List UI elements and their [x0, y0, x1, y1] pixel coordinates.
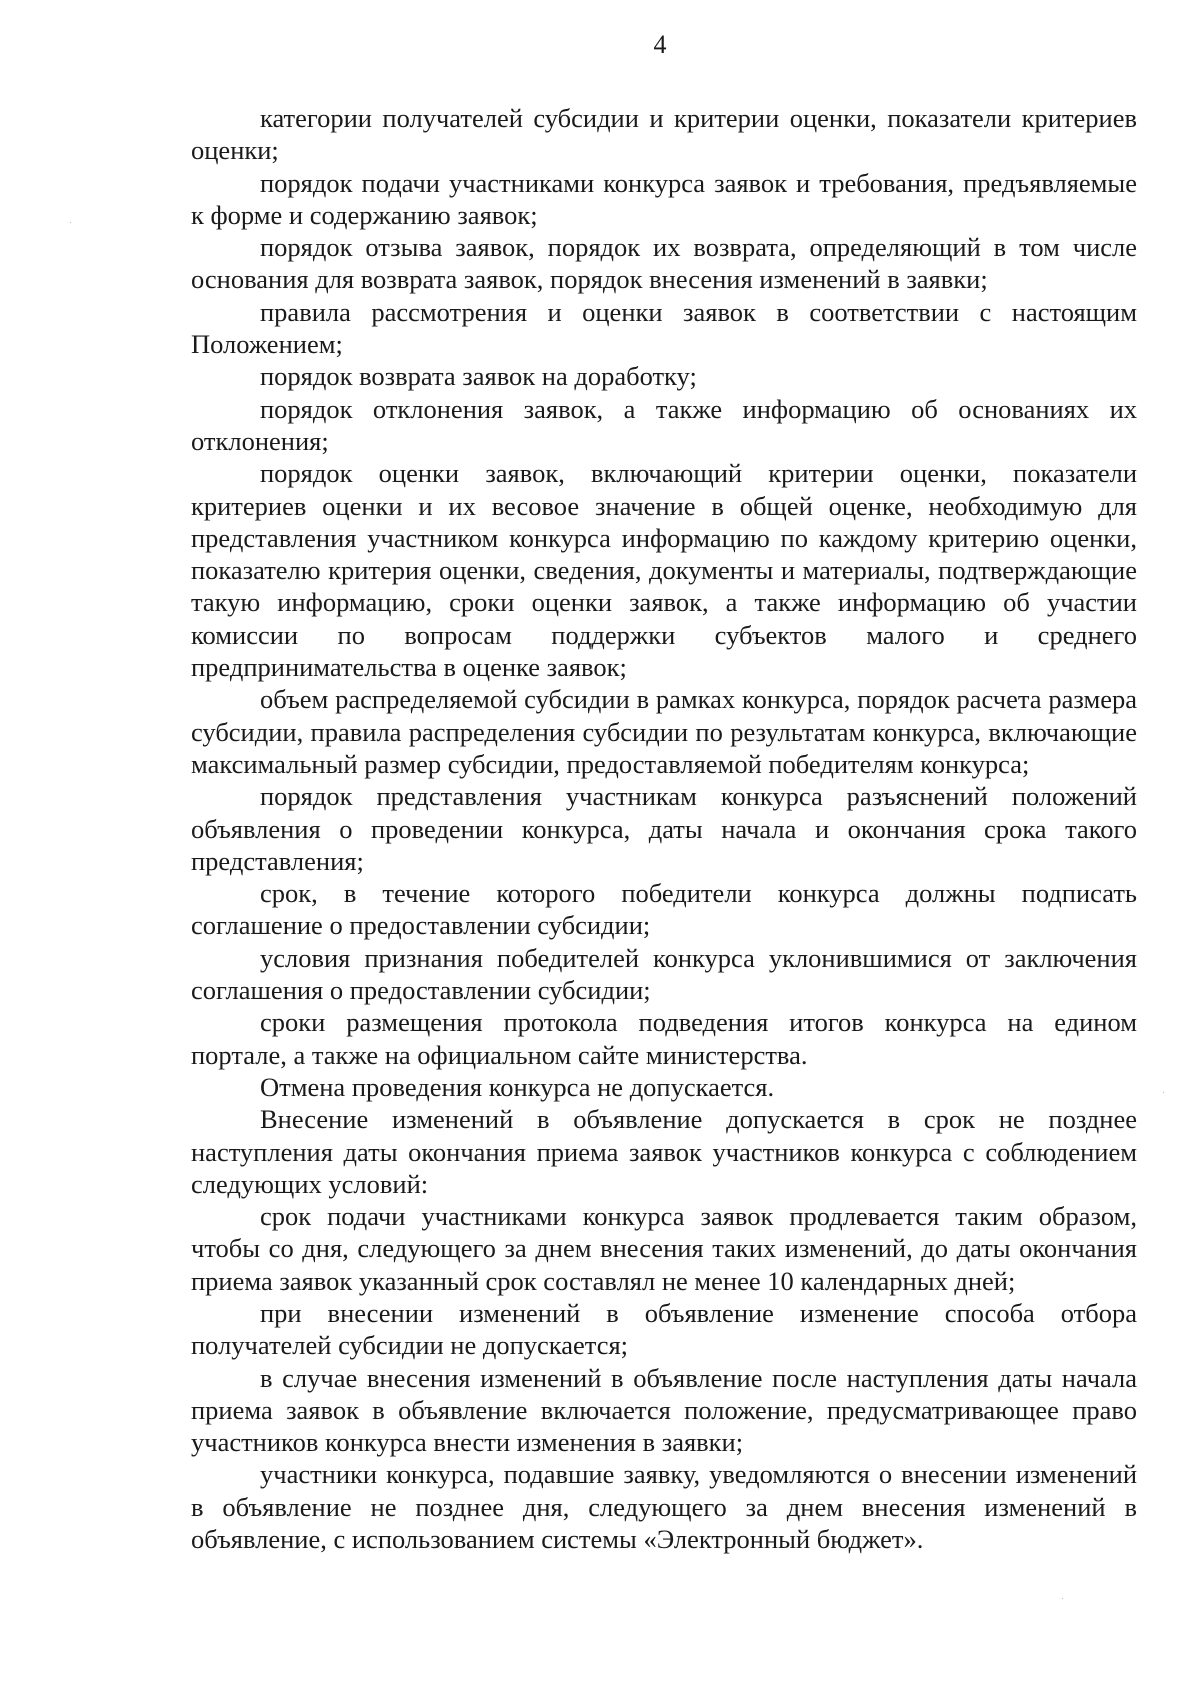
paragraph: порядок оценки заявок, включающий критерии оценки, показатели критериев оценки и их весовое значение в общей оценке, необходимую для представления участником конкурса информацию по каждому критерию оценки, показателю критерия оценки, сведения, документы и материалы, подтверждающие такую информацию, сроки оценки заявок, а также информацию об участии комиссии по вопросам поддержки субъектов малого и среднего предпринимательства в оценке заявок;: [191, 458, 1137, 683]
paragraph: Отмена проведения конкурса не допускается.: [260, 1071, 775, 1102]
scan-speck: [1163, 1092, 1164, 1093]
paragraph: порядок возврата заявок на доработку;: [260, 361, 697, 392]
paragraph: порядок подачи участниками конкурса заявок и требования, предъявляемые к форме и содержанию заявок;: [191, 167, 1137, 230]
paragraph: в случае внесения изменений в объявление после наступления даты начала приема заявок в объявление включается положение, предусматривающее право участников конкурса внести изменения в заявки;: [191, 1362, 1137, 1458]
scan-speck: [70, 222, 71, 223]
paragraph: правила рассмотрения и оценки заявок в соответствии с настоящим Положением;: [191, 296, 1137, 360]
paragraph: срок подачи участниками конкурса заявок продлевается таким образом, чтобы со дня, следующего за днем внесения таких изменений, до даты окончания приема заявок указанный срок составлял не менее 10 календарных дней;: [191, 1201, 1137, 1296]
scan-speck: [1062, 1598, 1063, 1599]
paragraph: категории получателей субсидии и критерии оценки, показатели критериев оценки;: [191, 103, 1137, 166]
document-body: [191, 102, 1137, 1555]
paragraph: объем распределяемой субсидии в рамках конкурса, порядок расчета размера субсидии, правила распределения субсидии по результатам конкурса, включающие максимальный размер субсидии, предоставляемой победителям конкурса;: [191, 684, 1137, 779]
paragraph: Внесение изменений в объявление допускается в срок не позднее наступления даты окончания приема заявок участников конкурса с соблюдением следующих условий:: [191, 1104, 1137, 1199]
paragraph: порядок отклонения заявок, а также информацию об основаниях их отклонения;: [191, 393, 1137, 456]
paragraph: срок, в течение которого победители конкурса должны подписать соглашение о предоставлении субсидии;: [191, 878, 1137, 941]
paragraph: сроки размещения протокола подведения итогов конкурса на едином портале, а также на официальном сайте министерства.: [191, 1007, 1137, 1070]
paragraph: при внесении изменений в объявление изменение способа отбора получателей субсидии не допускается;: [191, 1297, 1137, 1361]
page-number: 4: [653, 30, 667, 59]
paragraph: порядок представления участникам конкурса разъяснений положений объявления о проведении конкурса, даты начала и окончания срока такого представления;: [191, 781, 1137, 876]
paragraph: порядок отзыва заявок, порядок их возврата, определяющий в том числе основания для возврата заявок, порядок внесения изменений в заявки;: [191, 232, 1137, 295]
paragraph: участники конкурса, подавшие заявку, уведомляются о внесении изменений в объявление не позднее дня, следующего за днем внесения изменений в объявление, с использованием системы «Электронный бюджет».: [191, 1459, 1137, 1555]
paragraph: условия признания победителей конкурса уклонившимися от заключения соглашения о предоставлении субсидии;: [191, 942, 1137, 1006]
